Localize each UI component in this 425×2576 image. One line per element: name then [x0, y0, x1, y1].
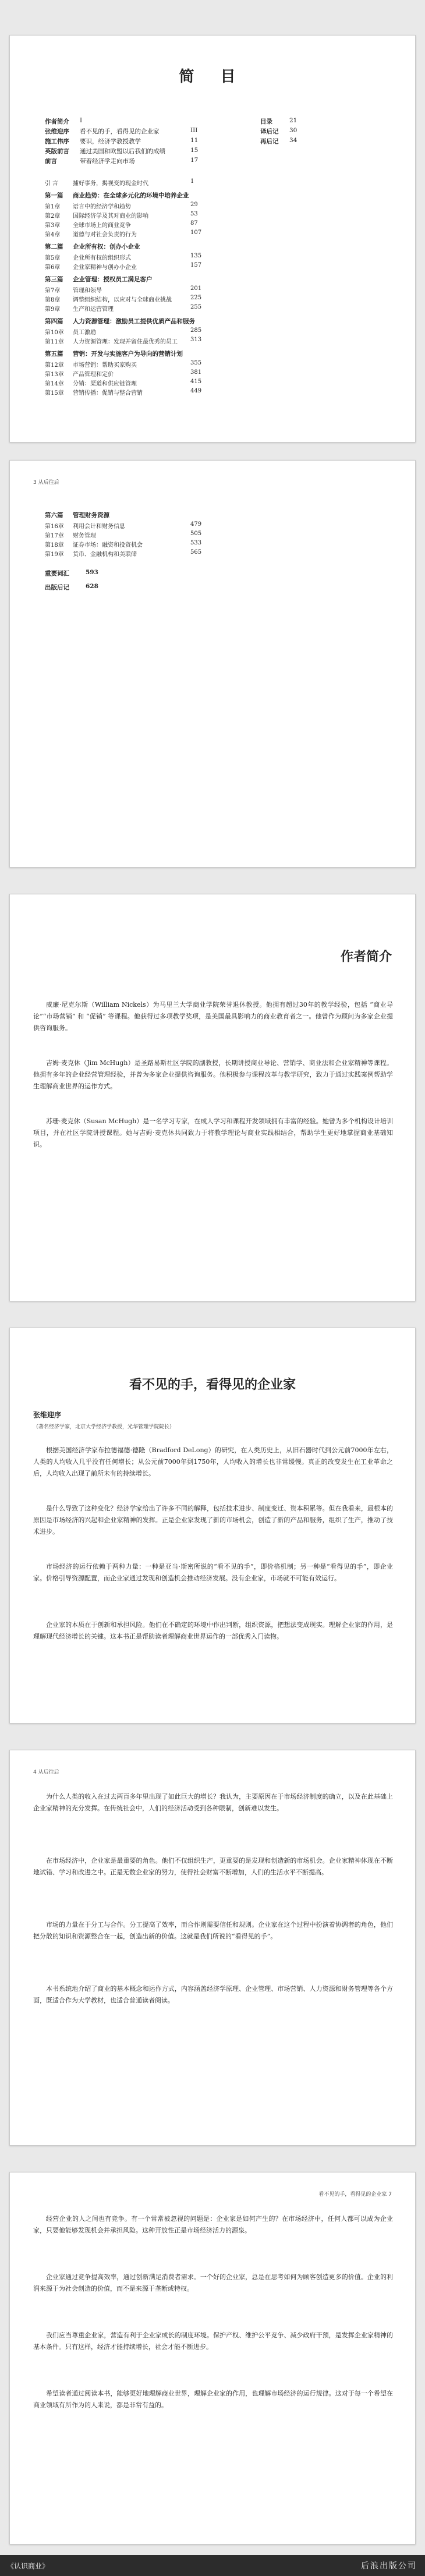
- toc-part[interactable]: 第三篇 企业管理：授权员工满足客户: [45, 276, 153, 283]
- running-header: 看不见的手，看得见的企业家 7: [318, 2192, 392, 2198]
- toc-chapter-item[interactable]: 第4章 道德与对社会负责的行为 107: [45, 229, 202, 238]
- preface-author: 张维迎序: [33, 1411, 62, 1419]
- toc-front-row[interactable]: 作者简介 I 目录 21: [45, 117, 298, 125]
- preface-page-3: [9, 2172, 416, 2545]
- preface-para: 在市场经济中，企业家是最重要的角色。他们不仅组织生产，更重要的是发现和创造新的市场机会。企业家精神体现在不断地试错、学习和改进之中。正是无数企业家的努力，使得社会财富不断增加，人们的生活水平不断提高。: [33, 1857, 393, 1876]
- toc-chapter-item[interactable]: 第14章 分销：渠道和供应链管理 415: [45, 378, 202, 387]
- toc-chapter-item[interactable]: 第10章 员工激励 285: [45, 327, 202, 336]
- preface-para: 市场的力量在于分工与合作。分工提高了效率，而合作则需要信任和规则。企业家在这个过程中扮演着协调者的角色，他们把分散的知识和资源整合在一起，创造出新的价值。这就是我们所说的“看得见的手”。: [33, 1921, 393, 1940]
- author-bio-1: 威廉·尼克尔斯（William Nickels）为马里兰大学商业学院荣誉退休教授。他拥有超过30年的教学经验，包括 “商业导论”“市场营销” 和 “促销” 等课程。他获得过多项教学奖项，是美国最具影响力的商业教育者之一。他曾作为顾问为多家企业提供咨询服务。: [33, 1001, 393, 1032]
- toc-chapter-item[interactable]: 第2章 国际经济学及其对商业的影响 53: [45, 211, 198, 220]
- preface-para: 市场经济的运行依赖于两种力量：一种是亚当·斯密所说的“看不见的手”，即价格机制；另一种是“看得见的手”，即企业家。价格引导资源配置，而企业家通过发现和创造机会推动经济发展。没有企业家，市场就不可能有效运行。: [33, 1563, 393, 1582]
- toc-front-row[interactable]: 施工伟序 要识，经济学教授教学 11 再后记 34: [45, 137, 298, 145]
- running-header: 4 从后往后: [33, 1770, 59, 1775]
- preface-para: 是什么导致了这种变化？经济学家给出了许多不同的解释，包括技术进步、制度变迁、资本积累等。但在我看来，最根本的原因是市场经济的兴起和企业家精神的发挥。正是企业家发现了新的市场机会，创造了新的产品和服务，组织了生产，推动了技术进步。: [33, 1505, 393, 1535]
- toc-chapter-item[interactable]: 第12章 市场营销：帮助买家购买 355: [45, 360, 202, 369]
- author-title: 作者简介: [340, 949, 392, 964]
- toc-chapter-item[interactable]: 第11章 人力资源管理：发现并留住最优秀的员工 313: [45, 337, 202, 345]
- toc-title: 简 目: [179, 68, 246, 86]
- preface-page: [9, 1328, 416, 1724]
- preface-para: 我们应当尊重企业家，营造有利于企业家成长的制度环境。保护产权、维护公平竞争、减少政府干预，是发挥企业家精神的基本条件。只有这样，经济才能持续增长，社会才能不断进步。: [33, 2331, 393, 2351]
- toc-part[interactable]: 第一篇 商业趋势：在全球多元化的环境中培养企业: [45, 192, 189, 199]
- toc-part[interactable]: 第四篇 人力资源管理：激励员工提供优质产品和服务: [45, 318, 195, 325]
- toc-chapter-item[interactable]: 第7章 管理和领导 201: [45, 285, 202, 294]
- author-page: [9, 894, 416, 1301]
- toc-extra[interactable]: 出版后记 628: [45, 583, 98, 591]
- author-bio-2: 吉姆·麦克休（Jim McHugh）是圣路易斯社区学院的副教授，长期讲授商业导论、营销学、商业法和企业家精神等课程。他拥有多年的企业经营管理经验，并曾为多家企业提供咨询服务。他积极参与课程改革与教学研究，致力于通过实践案例帮助学生理解商业世界的运作方式。: [33, 1059, 393, 1090]
- running-header: 3 从后往后: [33, 480, 59, 486]
- toc-chapter-item[interactable]: 第18章 证券市场：融资和投资机会 533: [45, 540, 202, 549]
- toc-chapter-list: [45, 178, 382, 397]
- preface-para: 为什么人类的收入在过去两百多年里出现了如此巨大的增长？我认为，主要原因在于市场经济制度的确立，以及在此基础上企业家精神的充分发挥。在传统社会中，人们的经济活动受到各种限制，创新难以发生。: [33, 1793, 393, 1812]
- toc-page-2: [9, 460, 416, 868]
- toc-front-row[interactable]: 英版前言 通过美国和欧盟以后我们的成绩 15: [45, 147, 199, 155]
- toc-chapter-list-2: [45, 507, 382, 593]
- toc-part[interactable]: 第二篇 企业所有权：创办小企业: [45, 243, 140, 250]
- preface-para: 根据美国经济学家布拉德福德·德隆（Bradford DeLong）的研究，在人类历史上，从旧石器时代到公元前7000年左右，人类的人均收入几乎没有任何增长；从公元前7000年到1750年，人均收入的增长也非常缓慢。真正的改变发生在工业革命之后，人均收入出现了前所未有的持续增长。: [33, 1446, 393, 1477]
- preface-para: 本书系统地介绍了商业的基本概念和运作方式，内容涵盖经济学原理、企业管理、市场营销、人力资源和财务管理等各个方面，既适合作为大学教材，也适合普通读者阅读。: [33, 1985, 393, 2004]
- toc-chapter-item[interactable]: 第15章 营销传播：促销与整合营销 449: [45, 388, 202, 397]
- toc-chapter-item[interactable]: 第17章 财务管理 505: [45, 530, 202, 539]
- toc-chapter-item[interactable]: 第13章 产品管理和定价 381: [45, 369, 202, 378]
- toc-intro[interactable]: 引 言 捕好事务，揭视变的现金时代 1: [45, 178, 194, 187]
- toc-front-row[interactable]: 张维迎序 看不见的手，看得见的企业家 III 译后记 30: [45, 127, 298, 135]
- toc-page: [9, 35, 416, 443]
- preface-author-note: （著名经济学家，北京大学经济学教授，光华管理学院院长）: [33, 1424, 175, 1430]
- reader-footer-bar: [0, 2555, 425, 2576]
- preface-title: 看不见的手，看得见的企业家: [129, 1377, 296, 1392]
- publisher-logo: 后浪出版公司: [361, 2561, 417, 2571]
- toc-chapter-item[interactable]: 第3章 全球市场上的商业竞争 87: [45, 220, 198, 229]
- toc-chapter-item[interactable]: 第1章 语言中的经济学和趋势 29: [45, 201, 198, 210]
- preface-para: 企业家通过竞争提高效率，通过创新满足消费者需求。一个好的企业家，总是在思考如何为顾客创造更多的价值。企业的利润来源于为社会创造的价值，而不是来源于垄断或特权。: [33, 2273, 393, 2292]
- toc-chapter-item[interactable]: 第16章 利用会计和财务信息 479: [45, 521, 202, 530]
- toc-front-matter: [45, 117, 382, 167]
- toc-chapter-item[interactable]: 第6章 企业家精神与创办小企业 157: [45, 262, 202, 271]
- toc-chapter-item[interactable]: 第5章 企业所有权的组织形式 135: [45, 253, 202, 261]
- book-title[interactable]: 《认识商业》: [7, 2562, 49, 2570]
- preface-para: 企业家的本质在于创新和承担风险。他们在不确定的环境中作出判断，组织资源，把想法变成现实。理解企业家的作用，是理解现代经济增长的关键。这本书正是帮助读者理解商业世界运作的一部优秀入门读物。: [33, 1621, 393, 1640]
- toc-chapter-item[interactable]: 第9章 生产和运营管理 255: [45, 304, 202, 313]
- toc-chapter-item[interactable]: 第19章 货币、金融机构和美联储 565: [45, 549, 202, 558]
- toc-front-row[interactable]: 前言 带着经济学走向市场 17: [45, 157, 199, 165]
- toc-chapter-item[interactable]: 第8章 调整组织结构，以应对与全球商业挑战 225: [45, 295, 202, 303]
- toc-part[interactable]: 第五篇 营销：开发与实施客户为导向的营销计划: [45, 351, 183, 358]
- preface-page-2: [9, 1750, 416, 2146]
- toc-extra[interactable]: 重要词汇 593: [45, 569, 98, 577]
- toc-part[interactable]: 第六篇 管理财务资源: [45, 512, 109, 519]
- author-bio-3: 苏珊·麦克休（Susan McHugh）是一名学习专家，在成人学习和课程开发领域拥有丰富的经验。她曾为多个机构设计培训项目，并在社区学院讲授课程。她与吉姆·麦克休共同致力于将教学理论与商业实践相结合，帮助学生更好地掌握商业基础知识。: [33, 1117, 393, 1148]
- preface-para: 希望读者通过阅读本书，能够更好地理解商业世界，理解企业家的作用，也理解市场经济的运行规律。这对于每一个希望在商业领域有所作为的人来说，都是非常有益的。: [33, 2390, 393, 2409]
- preface-para: 经营企业的人之间也有竞争。有一个常常被忽视的问题是：企业家是如何产生的？在市场经济中，任何人都可以成为企业家，只要他能够发现机会并承担风险。这种开放性正是市场经济活力的源泉。: [33, 2215, 393, 2234]
